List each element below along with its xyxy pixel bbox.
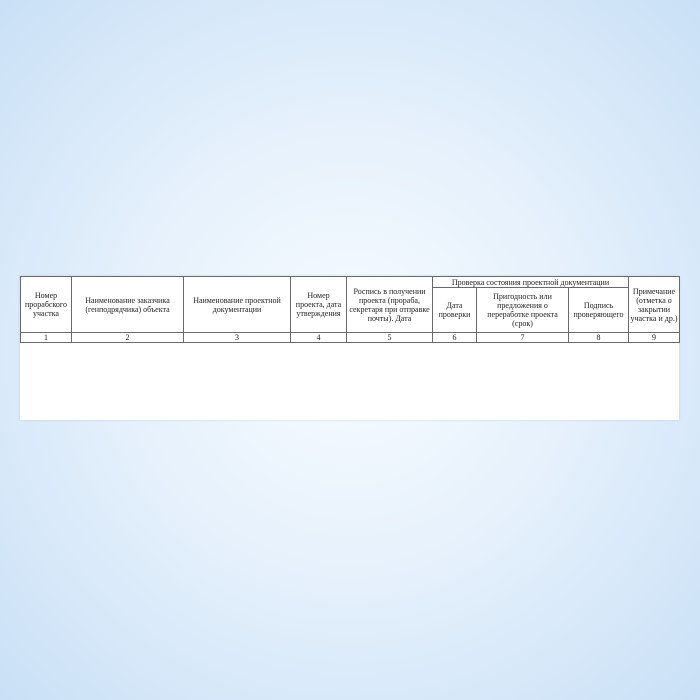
- column-number: 7: [477, 333, 569, 343]
- document-sheet: [20, 276, 679, 420]
- header-inspector-signature: Подпись проверяющего: [569, 288, 629, 333]
- header-documentation-name: Наименование проектной документации: [184, 277, 291, 333]
- column-number: 3: [184, 333, 291, 343]
- column-number: 9: [629, 333, 680, 343]
- column-number: 5: [347, 333, 433, 343]
- column-number: 1: [21, 333, 72, 343]
- column-number-row: [21, 333, 680, 343]
- header-check-date: Дата проверки: [433, 288, 477, 333]
- column-number: 4: [291, 333, 347, 343]
- project-documentation-log-table: [20, 276, 680, 343]
- header-section-number: Номер прорабского участка: [21, 277, 72, 333]
- header-suitability: Пригодность или предложения о переработке проекта (срок): [477, 288, 569, 333]
- empty-table-body: [20, 343, 679, 421]
- header-documentation-check-group: Проверка состояния проектной документации: [433, 277, 629, 288]
- header-note: Примечание (отметка о закрытии участка и др.): [629, 277, 680, 333]
- column-number: 8: [569, 333, 629, 343]
- header-customer-name: Наименование заказчика (генподрядчика) объекта: [72, 277, 184, 333]
- header-receipt-signature: Роспись в получении проекта (прораба, секретаря при отправке почты). Дата: [347, 277, 433, 333]
- column-number: 6: [433, 333, 477, 343]
- column-number: 2: [72, 333, 184, 343]
- header-project-number-date: Номер проекта, дата утверждения: [291, 277, 347, 333]
